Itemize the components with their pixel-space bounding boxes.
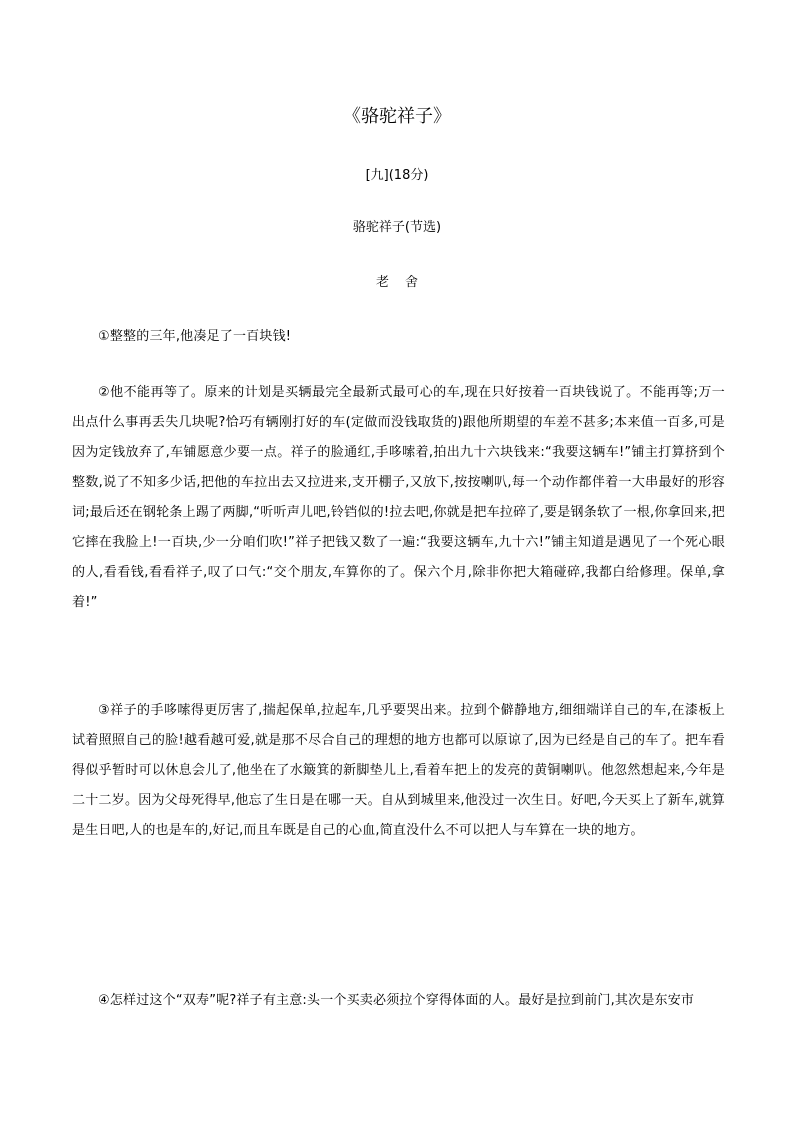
section-score: [九](18分) (365, 168, 429, 183)
paragraph-3: ③祥子的手哆嗦得更厉害了,揣起保单,拉起车,几乎要哭出来。拉到个僻静地方,细细端详自己的车,在漆板上试着照照自己的脸!越看越可爱,就是那不尽合自己的理想的地方也都可以原谅了,因为已经是自己的车了。把车看得似乎暂时可以休息会儿了,他坐在了水簸箕的新脚垫儿上,看着车把上的发亮的黄铜喇叭。他忽然想起来,今年是二十二岁。因为父母死得早,他忘了生日是在哪一天。自从到城里来,他没过一次生日。好吧,今天买上了新车,就算是生日吧,人的也是车的,好记,而且车既是自己的心血,简直没什么不可以把人与车算在一块的地方。 (72, 703, 725, 838)
paragraph-2: ②他不能再等了。原来的计划是买辆最完全最新式最可心的车,现在只好按着一百块钱说了。不能再等;万一出点什么事再丢失几块呢?恰巧有辆刚打好的车(定做而没钱取货的)跟他所期望的车差不甚多;本来值一百多,可是因为定钱放弃了,车铺愿意少要一点。祥子的脸通红,手哆嗦着,拍出九十六块钱来:“我要这辆车!”铺主打算挤到个整数,说了不知多少话,把他的车拉出去又拉进来,支开棚子,又放下,按按喇叭,每一个动作都伴着一大串最好的形容词;最后还在钢轮条上踢了两脚,“听听声儿吧,铃铛似的!拉去吧,你就是把车拉碎了,要是钢条软了一根,你拿回来,把它摔在我脸上!一百块,少一分咱们吹!”祥子把钱又数了一遍:“我要这辆车,九十六!”铺主知道是遇见了一个死心眼的人,看看钱,看看祥子,叹了口气:“交个朋友,车算你的了。保六个月,除非你把大箱碰碎,我都白给修理。保单,拿着!” (72, 385, 725, 610)
author-name: 老舍 (375, 275, 434, 290)
document-title: 《骆驼祥子》 (343, 106, 451, 127)
paragraph-1: ①整整的三年,他凑足了一百块钱! (98, 329, 292, 344)
paragraph-4: ④怎样过这个“双寿”呢?祥子有主意:头一个买卖必须拉个穿得体面的人。最好是拉到前门,其次是东安市 (98, 993, 695, 1008)
work-title: 骆驼祥子(节选) (352, 220, 442, 235)
